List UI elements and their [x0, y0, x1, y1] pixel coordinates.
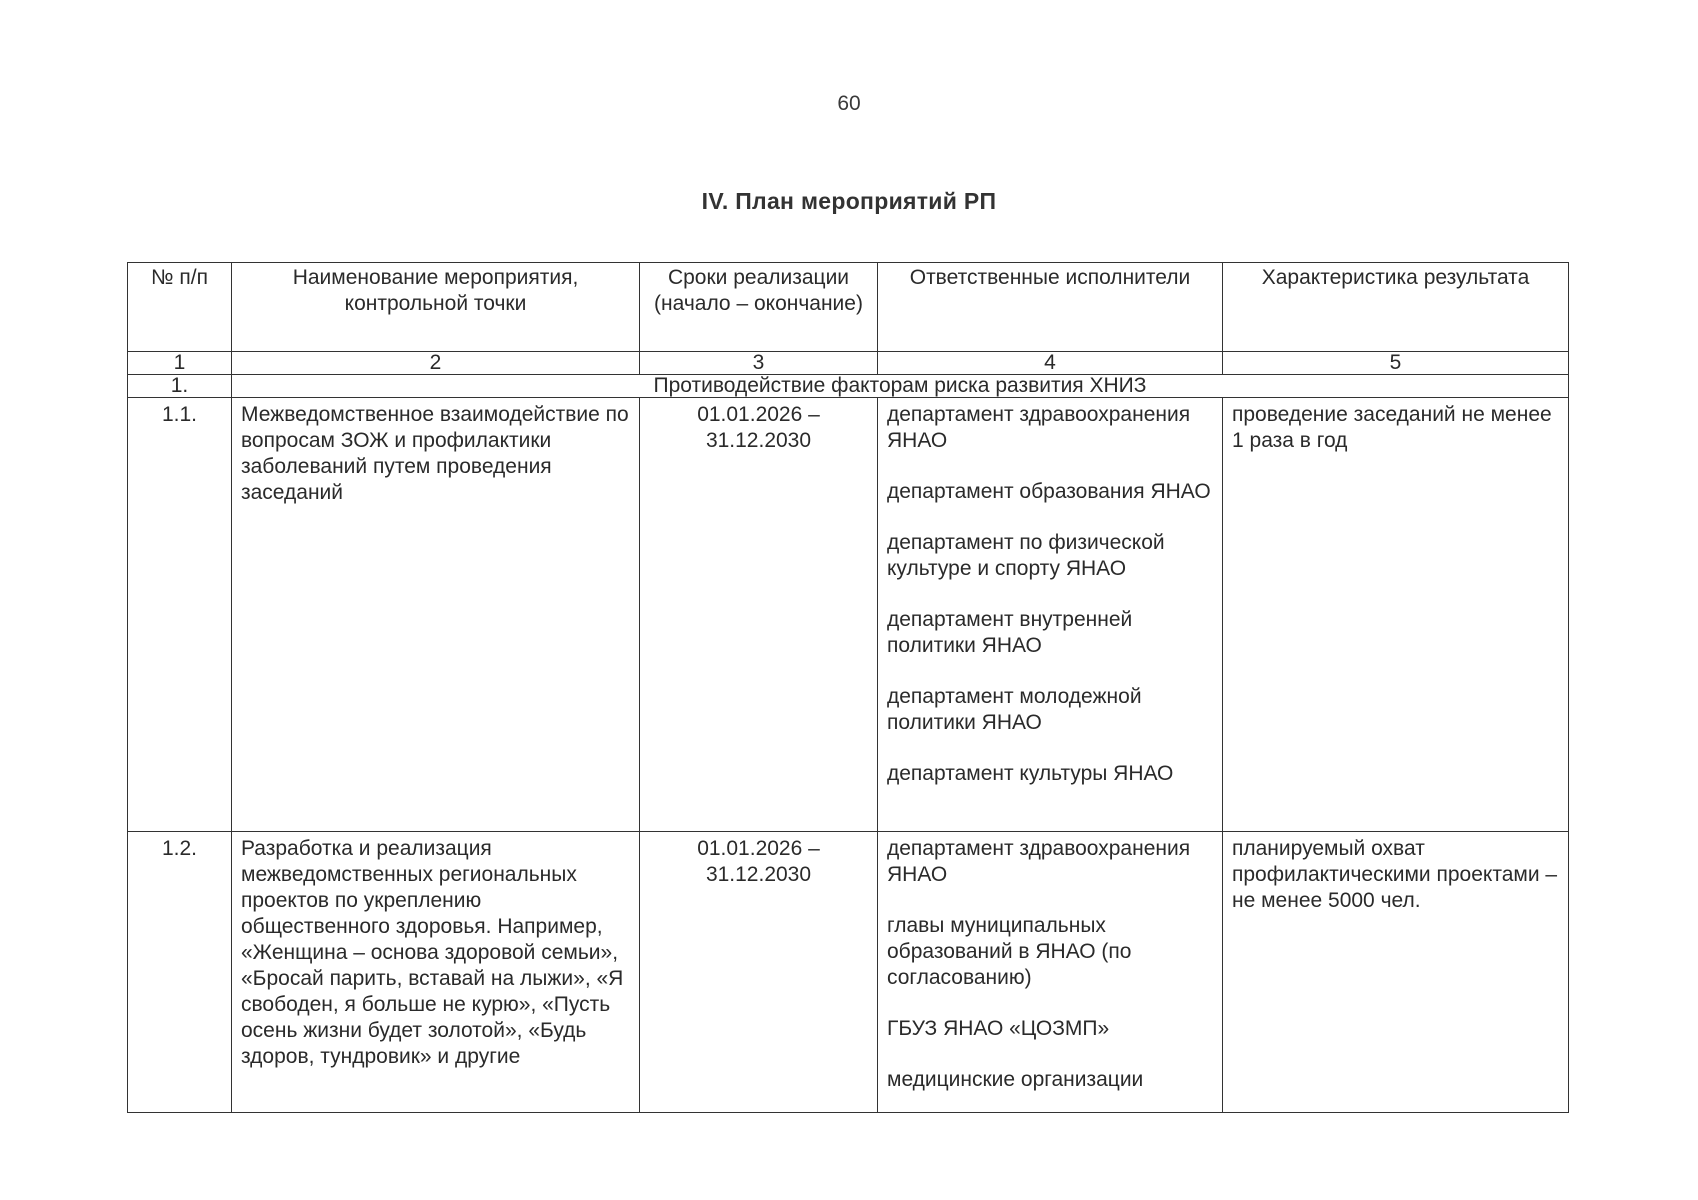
- row-period: 01.01.2026 – 31.12.2030: [640, 832, 878, 1113]
- section-name: Противодействие факторам риска развития ХНИЗ: [232, 375, 1569, 398]
- executor-item: департамент образования ЯНАО: [887, 480, 1211, 503]
- column-number: 1: [128, 352, 232, 375]
- section-title: IV. План мероприятий РП: [701, 188, 997, 214]
- row-activity-name: Межведомственное взаимодействие по вопросам ЗОЖ и профилактики заболеваний путем проведения заседаний: [232, 398, 640, 832]
- header-period: Сроки реализации (начало – окончание): [640, 263, 878, 352]
- column-number: 3: [640, 352, 878, 375]
- row-result: проведение заседаний не менее 1 раза в год: [1223, 398, 1569, 832]
- table-row: [128, 398, 1569, 832]
- table-row: [128, 832, 1569, 1113]
- executor-item: департамент культуры ЯНАО: [887, 762, 1174, 785]
- section-number: 1.: [128, 375, 232, 398]
- header-result: Характеристика результата: [1223, 263, 1569, 352]
- column-number: 2: [232, 352, 640, 375]
- executor-item: департамент по физической культуре и спорту ЯНАО: [887, 531, 1165, 580]
- section-row: [128, 375, 1569, 398]
- header-number: № п/п: [128, 263, 232, 352]
- header-row: [128, 263, 1569, 352]
- page-number: 60: [837, 92, 861, 115]
- column-number: 5: [1223, 352, 1569, 375]
- row-period: 01.01.2026 – 31.12.2030: [640, 398, 878, 832]
- executor-item: медицинские организации: [887, 1068, 1144, 1091]
- column-number: 4: [878, 352, 1223, 375]
- header-name: Наименование мероприятия, контрольной точки: [232, 263, 640, 352]
- header-executors: Ответственные исполнители: [878, 263, 1223, 352]
- executor-item: главы муниципальных образований в ЯНАО (по согласованию): [887, 914, 1132, 989]
- row-result: планируемый охват профилактическими проектами – не менее 5000 чел.: [1223, 832, 1569, 1113]
- row-number: 1.1.: [128, 398, 232, 832]
- row-number: 1.2.: [128, 832, 232, 1113]
- column-number-row: [128, 352, 1569, 375]
- executor-item: департамент здравоохранения ЯНАО: [887, 837, 1191, 886]
- row-activity-name: Разработка и реализация межведомственных региональных проектов по укреплению общественного здоровья. Например, «Женщина – основа здоровой семьи», «Бросай парить, вставай на лыжи», «Я свободен, я больше не курю», «Пусть осень жизни будет золотой», «Будь здоров, тундровик» и другие: [232, 832, 640, 1113]
- executor-item: департамент внутренней политики ЯНАО: [887, 608, 1133, 657]
- row-executors: [878, 832, 1223, 1113]
- executor-item: департамент здравоохранения ЯНАО: [887, 403, 1191, 452]
- plan-table: [127, 262, 1569, 1113]
- executor-item: департамент молодежной политики ЯНАО: [887, 685, 1142, 734]
- executor-item: ГБУЗ ЯНАО «ЦОЗМП»: [887, 1017, 1110, 1040]
- row-executors: [878, 398, 1223, 832]
